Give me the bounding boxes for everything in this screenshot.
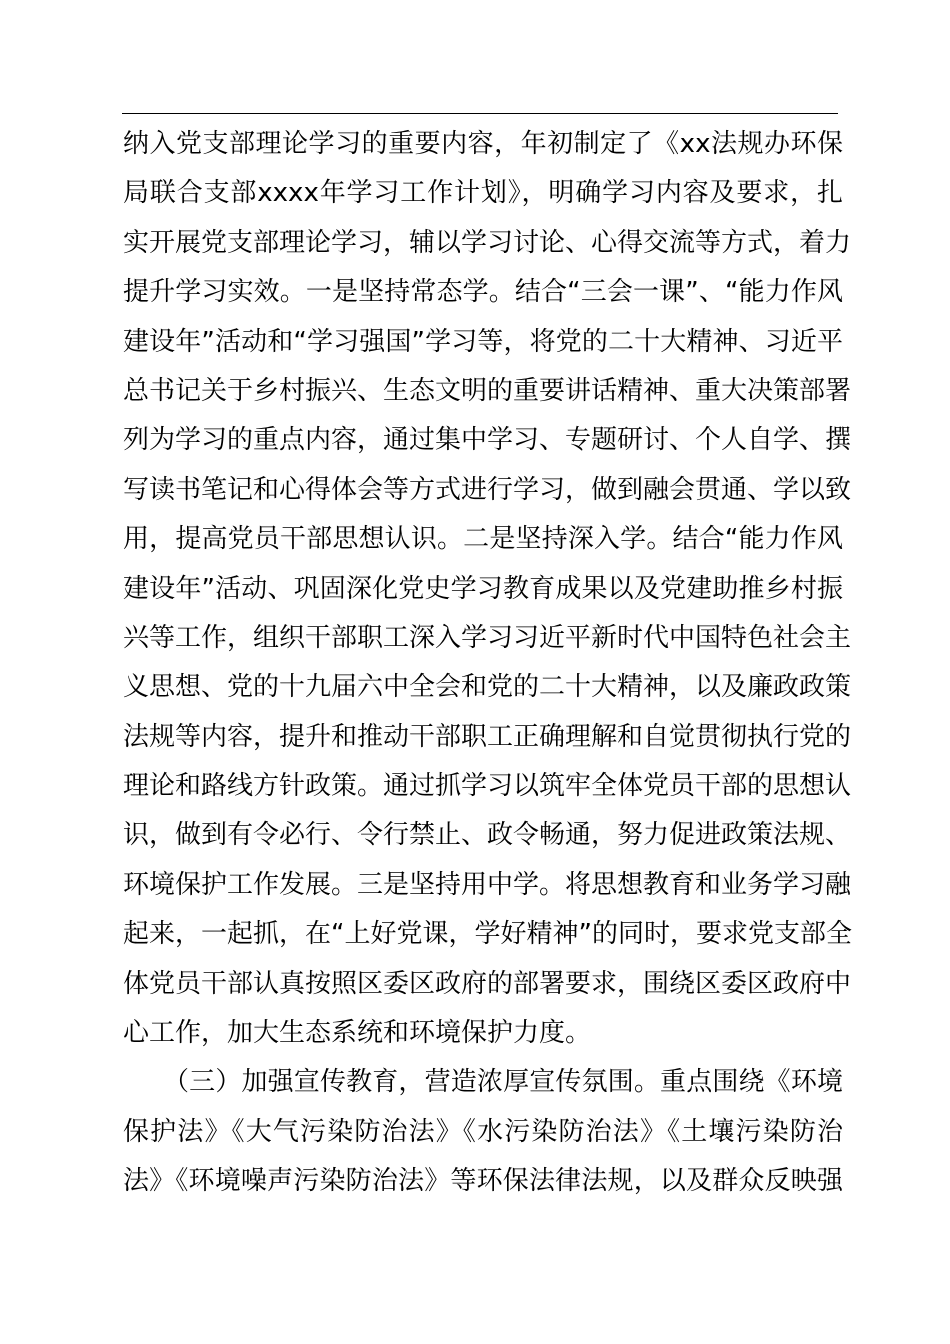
text-line: 建设年”活动、巩固深化党史学习教育成果以及党建助推乡村振 [123,573,843,604]
text-line: 理论和路线方针政策。通过抓学习以筑牢全体党员干部的思想认 [123,771,852,802]
paragraph-last-line: 心工作，加大生态系统和环境保护力度。 [123,1018,592,1049]
text-line: 纳入党支部理论学习的重要内容，年初制定了《xx法规办环保 [123,129,843,159]
text-line: 建设年”活动和“学习强国”学习等，将党的二十大精神、习近平 [123,326,843,357]
text-line: 局联合支部xxxx年学习工作计划》，明确学习内容及要求，扎 [123,178,843,209]
text-line: 体党员干部认真按照区委区政府的部署要求，围绕区委区政府中 [123,968,852,999]
text-line: 写读书笔记和心得体会等方式进行学习，做到融会贯通、学以致 [123,474,852,505]
text-line: 兴等工作，组织干部职工深入学习习近平新时代中国特色社会主 [123,622,852,653]
section-heading-line: （三）加强宣传教育，营造浓厚宣传氛围。重点围绕《环境 [163,1067,843,1098]
text-line: 保护法》《大气污染防治法》《水污染防治法》《土壤污染防治 [123,1116,843,1147]
text-line: 起来，一起抓，在“上好党课，学好精神”的同时，要求党支部全 [123,919,852,950]
body-text [123,120,852,1207]
text-line: 环境保护工作发展。三是坚持用中学。将思想教育和业务学习融 [123,869,852,900]
text-line: 用，提高党员干部思想认识。二是坚持深入学。结合“能力作风 [123,524,843,555]
header-rule [122,113,838,114]
text-line: 法》《环境噪声污染防治法》等环保法律法规，以及群众反映强 [123,1166,843,1197]
text-line: 实开展党支部理论学习，辅以学习讨论、心得交流等方式，着力 [123,227,852,258]
text-line: 义思想、党的十九届六中全会和党的二十大精神，以及廉政政策 [123,672,852,703]
text-line: 法规等内容，提升和推动干部职工正确理解和自觉贯彻执行党的 [123,721,852,752]
text-line: 提升学习实效。一是坚持常态学。结合“三会一课”、“能力作风 [123,277,843,308]
text-line: 识，做到有令必行、令行禁止、政令畅通，努力促进政策法规、 [123,820,852,851]
text-line: 列为学习的重点内容，通过集中学习、专题研讨、个人自学、撰 [123,425,852,456]
text-line: 总书记关于乡村振兴、生态文明的重要讲话精神、重大决策部署 [123,375,852,406]
